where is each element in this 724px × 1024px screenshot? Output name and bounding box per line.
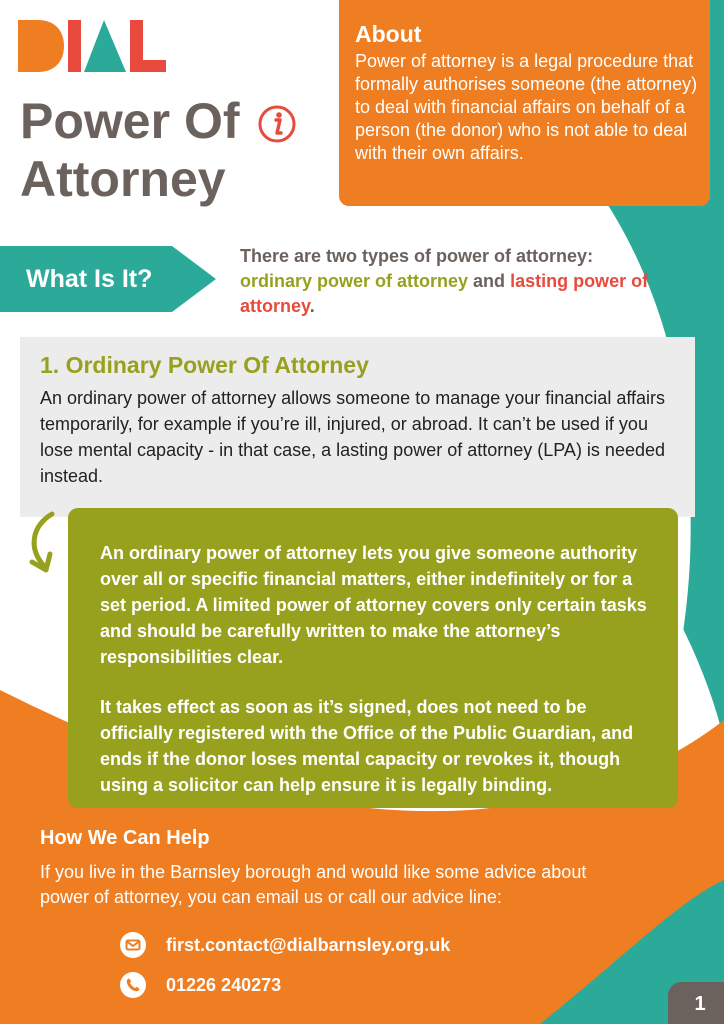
details-paragraph-1: An ordinary power of attorney lets you give someone authority over all or specific financial matters, either indefinitely or for a set period. A limited power of attorney covers only certain tasks and should be carefully written to make the attorney’s responsibilities clear.	[100, 543, 647, 667]
envelope-icon	[120, 932, 146, 958]
email-contact[interactable]	[120, 930, 640, 960]
phone-number[interactable]: 01226 240273	[166, 974, 282, 995]
type-lasting: lasting power of attorney	[240, 271, 649, 316]
phone-icon	[120, 972, 146, 998]
page-title	[20, 92, 330, 208]
type-ordinary: ordinary power of attorney	[240, 271, 469, 291]
help-text: If you live in the Barnsley borough and would like some advice about power of attorney, you can email us or call our advice line:	[40, 862, 587, 907]
page-number: 1	[694, 993, 706, 1015]
details-box	[68, 508, 678, 808]
curved-arrow-icon	[22, 510, 64, 576]
help-heading: How We Can Help	[40, 827, 210, 849]
about-heading: About	[355, 21, 422, 47]
ordinary-text: An ordinary power of attorney allows someone to manage your financial affairs temporarily, for example if you’re ill, injured, or abroad. It can’t be used if you lose mental capacity - in that case, a lasting power of attorney (LPA) is needed instead.	[40, 388, 666, 486]
email-link[interactable]: first.contact@dialbarnsley.org.uk	[166, 934, 451, 955]
about-text: Power of attorney is a legal procedure that formally authorises someone (the attorney) to deal with financial affairs on behalf of a person (the donor) who is not able to deal with their own affairs.	[355, 51, 698, 163]
types-intro-text: There are two types of power of attorney:	[240, 246, 594, 266]
ordinary-heading: 1. Ordinary Power Of Attorney	[40, 352, 369, 378]
dial-logo	[18, 20, 166, 72]
title-line-2: Attorney	[20, 151, 226, 207]
info-icon	[257, 104, 297, 144]
what-is-it-label: What Is It?	[26, 265, 153, 293]
about-box	[339, 0, 710, 206]
ordinary-section	[20, 337, 695, 517]
types-and: and	[468, 271, 511, 291]
details-paragraph-2: It takes effect as soon as it’s signed, does not need to be officially registered with the Office of the Public Guardian, and ends if the donor loses mental capacity or revokes it, though using a solicitor can help ensure it is legally binding.	[100, 697, 634, 795]
types-intro	[240, 244, 680, 319]
title-line-1: Power Of	[20, 93, 240, 149]
phone-contact[interactable]	[120, 970, 640, 1000]
types-period: .	[309, 296, 315, 316]
